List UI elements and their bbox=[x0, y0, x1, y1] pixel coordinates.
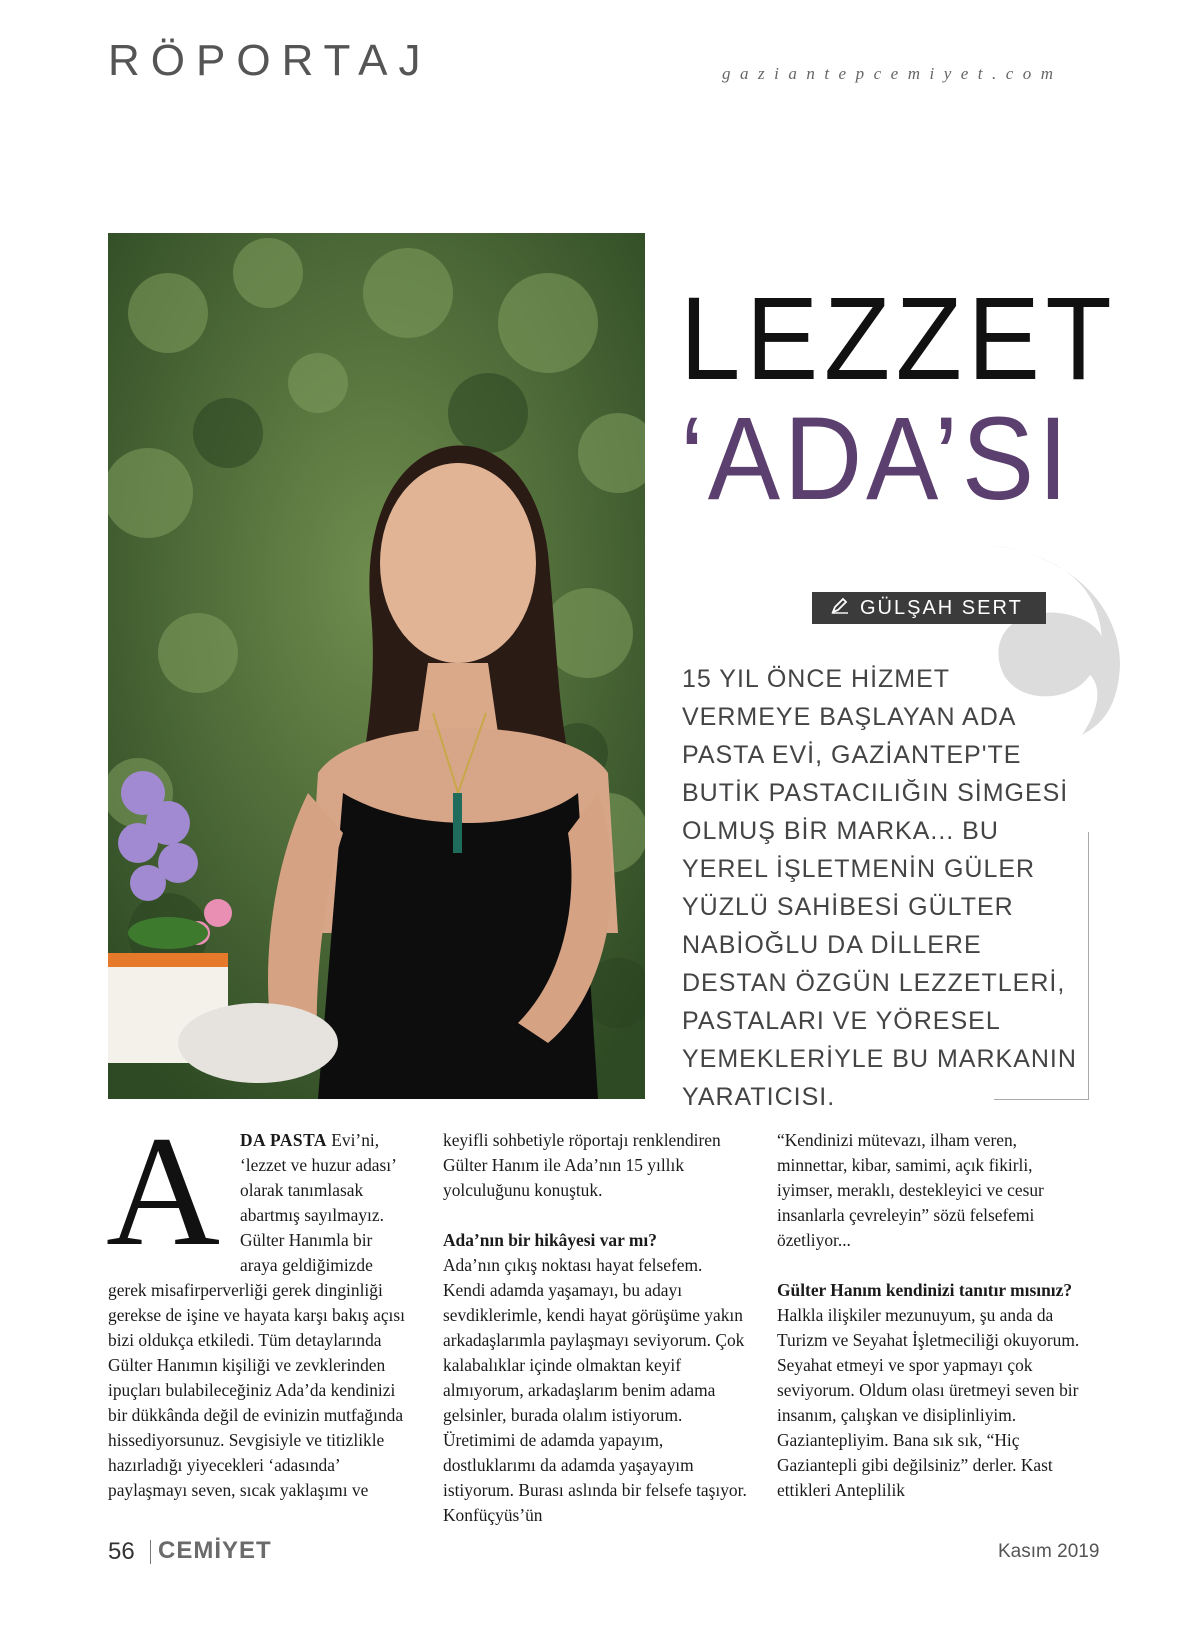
footer-divider bbox=[150, 1540, 151, 1564]
quote-paragraph: “Kendinizi mütevazı, ilham veren, minnettar, kibar, samimi, açık fikirli, iyimser, meraklı, destekleyici ve cesur insanlarla çevreleyin” sözü felsefemi özetliyor... bbox=[777, 1130, 1044, 1250]
headline-line-1: LEZZET bbox=[680, 273, 1118, 405]
issue-date: Kasım 2019 bbox=[998, 1541, 1100, 1562]
question-heading: Ada’nın bir hikâyesi var mı? bbox=[443, 1230, 657, 1250]
answer-paragraph: Halkla ilişkiler mezunuyum, şu anda da Turizm ve Seyahat İşletmeciliği okuyorum. Seyahat etmeyi ve spor yapmayı çok seviyorum. Oldum olası üretmeyi seven bir insanım, çalışkan ve disiplinliyim. Gaziantepliyim. Bana sık sık, “Hiç Gaziantepli gibi değilsiniz” derler. Kast ettikleri Anteplilik bbox=[777, 1305, 1080, 1500]
author-name: GÜLŞAH SERT bbox=[860, 596, 1023, 619]
answer-paragraph: Ada’nın çıkış noktası hayat felsefem. Kendi adamda yaşamayı, bu adayı sevdiklerimle, kendi hayat görüşüme yakın arkadaşlarımla paylaşmayı seviyorum. Çok kalabalıklar içinde olmaktan keyif almıyorum, arkadaşlarım benim adama gelsinler, burada olalım istiyorum. Üretimimi de adamda yapayım, dostluklarımı da adamda yaşayayım istiyorum. Burası aslında bir felsefe taşıyor. Konfüçyüs’ün bbox=[443, 1255, 747, 1525]
drop-cap: A bbox=[106, 1104, 221, 1279]
body-column-2 bbox=[443, 1128, 749, 1528]
headline-line-2: ‘ADA’SI bbox=[680, 393, 1072, 525]
section-label: RÖPORTAJ bbox=[108, 36, 432, 85]
website-url: gaziantepcemiyet.com bbox=[722, 64, 1063, 83]
lead-words: DA PASTA bbox=[240, 1130, 327, 1150]
question-heading: Gülter Hanım kendinizi tanıtır mısınız? bbox=[777, 1280, 1073, 1300]
pen-icon bbox=[830, 595, 850, 621]
page-number: 56 bbox=[108, 1538, 135, 1565]
interview-photo bbox=[108, 233, 645, 1099]
body-column-1 bbox=[106, 1104, 414, 1503]
body-text: Evi’ni, ‘lezzet ve huzur adası’ olarak tanımlasak abartmış sayılmayız. Gülter Hanımla bir araya geldiğimizde gerek misafirperverliği gerek dinginliği gerekse de işine ve hayata karşı bakış açısı bizi oldukça etkiledi. Tüm detaylarında Gülter Hanımın kişiliği ve zevklerinden ipuçları bulabileceğiniz Ada’da kendinizi bir dükkânda değil de evinizin mutfağında hissediyorsunuz. Sevgisiyle ve titizlikle hazırladığı yiyecekleri ‘adasında’ paylaşmayı seven, sıcak yaklaşımı ve bbox=[108, 1130, 405, 1500]
intro-frame-vertical bbox=[1088, 832, 1089, 1100]
body-paragraph bbox=[106, 1104, 414, 1503]
author-badge bbox=[812, 592, 1046, 624]
body-column-3 bbox=[777, 1128, 1089, 1503]
magazine-name: CEMİYET bbox=[158, 1537, 272, 1564]
body-paragraph: keyifli sohbetiyle röportajı renklendiren Gülter Hanım ile Ada’nın 15 yıllık yolculuğunu konuştuk. bbox=[443, 1130, 721, 1200]
intro-text: 15 YIL ÖNCE HİZMET VERMEYE BAŞLAYAN ADA PASTA EVİ, GAZİANTEP'TE BUTİK PASTACILIĞIN SİMGESİ OLMUŞ BİR MARKA... BU YEREL İŞLETMENİN GÜLER YÜZLÜ SAHİBESİ GÜLTER NABİOĞLU DA DİLLERE DESTAN ÖZGÜN LEZZETLERİ, PASTALARI VE YÖRESEL YEMEKLERİYLE BU MARKANIN YARATICISI. bbox=[682, 665, 1077, 1111]
intro-frame-horizontal bbox=[994, 1099, 1088, 1100]
